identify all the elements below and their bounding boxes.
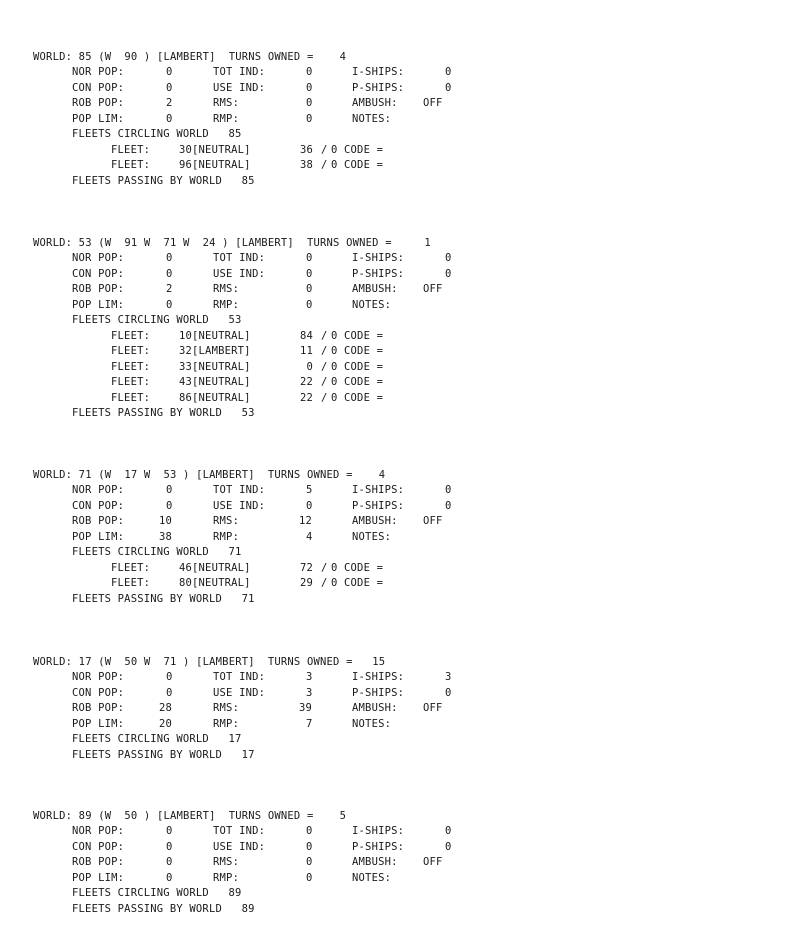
rob-pop-value: 10 xyxy=(159,515,173,527)
ambush-value: OFF xyxy=(423,856,443,868)
fleet-slash: / xyxy=(321,360,328,373)
fleets-circling-heading xyxy=(72,313,431,329)
stat-row xyxy=(33,65,452,81)
world-number: 89 xyxy=(78,810,92,822)
fleets-circling-heading xyxy=(72,732,385,748)
fleet-id: 86 xyxy=(178,391,192,404)
p-ships-value: 0 xyxy=(445,840,452,853)
rms-value: 39 xyxy=(299,702,313,714)
rob-pop-value: 2 xyxy=(166,97,173,109)
stat-row xyxy=(33,871,392,887)
world-block xyxy=(33,808,452,917)
fleet-owner: [NEUTRAL] xyxy=(192,329,251,342)
ambush-label: AMBUSH: xyxy=(352,856,398,868)
fleets-passing-heading xyxy=(72,748,385,764)
fleet-row xyxy=(33,143,384,159)
con-pop-value: 0 xyxy=(166,840,173,853)
turns-owned-value: 5 xyxy=(339,810,347,822)
fleets-circling-heading xyxy=(72,886,346,902)
use-ind-label: USE IND: xyxy=(213,840,266,853)
fleets-circling-label: FLEETS CIRCLING WORLD xyxy=(72,733,209,745)
i-ships-label: I-SHIPS: xyxy=(352,825,405,837)
fleets-circling-world-number: 17 xyxy=(228,733,242,745)
turns-owned-label: TURNS OWNED = xyxy=(267,469,353,481)
world-header xyxy=(33,235,431,251)
stat-row xyxy=(33,483,452,499)
stat-row xyxy=(33,670,452,686)
fleet-code-label: CODE = xyxy=(344,159,384,171)
rob-pop-label: ROB POP: xyxy=(72,515,125,527)
fleet-ships: 36 xyxy=(299,143,313,156)
ambush-label: AMBUSH: xyxy=(352,283,398,295)
rob-pop-label: ROB POP: xyxy=(72,702,125,714)
fleet-slash: / xyxy=(321,577,328,589)
stat-row xyxy=(33,855,443,871)
nor-pop-value: 0 xyxy=(166,252,173,264)
fleets-circling-label: FLEETS CIRCLING WORLD xyxy=(72,546,209,558)
notes-label: NOTES: xyxy=(352,112,392,125)
rmp-label: RMP: xyxy=(213,530,240,543)
tot-ind-value: 3 xyxy=(306,671,313,683)
fleets-passing-world-number: 53 xyxy=(241,407,255,419)
world-header xyxy=(33,467,385,483)
fleet-slash: / xyxy=(321,391,328,404)
use-ind-value: 0 xyxy=(306,499,313,512)
use-ind-value: 0 xyxy=(306,840,313,853)
stat-row xyxy=(33,499,452,515)
fleets-circling-world-number: 53 xyxy=(228,314,242,326)
fleet-row xyxy=(33,391,431,407)
world-block xyxy=(33,235,452,422)
stat-row xyxy=(33,701,443,717)
fleets-passing-label: FLEETS PASSING BY WORLD xyxy=(72,592,222,605)
fleet-cargo: 0 xyxy=(331,391,338,404)
fleets-passing-label: FLEETS PASSING BY WORLD xyxy=(72,748,222,761)
i-ships-label: I-SHIPS: xyxy=(352,66,405,78)
stat-row xyxy=(33,840,452,856)
fleet-id: 46 xyxy=(178,561,192,574)
use-ind-label: USE IND: xyxy=(213,499,266,512)
turns-owned-value: 4 xyxy=(339,51,347,63)
rmp-label: RMP: xyxy=(213,871,240,884)
fleet-owner: [NEUTRAL] xyxy=(192,159,251,171)
tot-ind-label: TOT IND: xyxy=(213,671,266,683)
ambush-value: OFF xyxy=(423,702,443,714)
ambush-label: AMBUSH: xyxy=(352,702,398,714)
fleets-circling-heading xyxy=(72,545,385,561)
fleet-row xyxy=(33,344,431,360)
world-owner: [LAMBERT] xyxy=(156,51,216,63)
fleet-label: FLEET: xyxy=(111,577,151,589)
fleet-ships: 11 xyxy=(299,345,313,357)
fleet-code-label: CODE = xyxy=(344,143,384,156)
fleet-id: 33 xyxy=(178,360,192,373)
stat-row xyxy=(33,686,452,702)
fleet-row xyxy=(33,576,385,592)
stat-row xyxy=(33,530,392,546)
pop-lim-label: POP LIM: xyxy=(72,112,125,125)
world-number: 85 xyxy=(78,51,92,63)
fleet-id: 80 xyxy=(178,577,192,589)
fleet-row xyxy=(33,561,385,577)
fleet-code-label: CODE = xyxy=(344,345,384,357)
stat-row xyxy=(33,251,452,267)
world-header xyxy=(33,654,385,670)
tot-ind-value: 0 xyxy=(306,252,313,264)
use-ind-label: USE IND: xyxy=(213,267,266,280)
rms-label: RMS: xyxy=(213,283,240,295)
fleet-code-label: CODE = xyxy=(344,329,384,342)
fleets-passing-heading xyxy=(72,592,385,608)
p-ships-label: P-SHIPS: xyxy=(352,840,405,853)
stat-row xyxy=(33,112,392,128)
pop-lim-value: 0 xyxy=(166,112,173,125)
rmp-label: RMP: xyxy=(213,112,240,125)
fleet-owner: [NEUTRAL] xyxy=(192,561,251,574)
world-links: (W 50 W 71 ) xyxy=(98,656,190,668)
fleet-slash: / xyxy=(321,376,328,388)
rms-value: 0 xyxy=(306,283,313,295)
turns-owned-label: TURNS OWNED = xyxy=(306,237,392,249)
fleets-circling-heading xyxy=(72,127,346,143)
fleet-owner: [NEUTRAL] xyxy=(192,391,251,404)
rmp-value: 4 xyxy=(306,530,313,543)
fleet-slash: / xyxy=(321,159,328,171)
world-number: 17 xyxy=(78,656,92,668)
nor-pop-label: NOR POP: xyxy=(72,671,125,683)
con-pop-value: 0 xyxy=(166,686,173,699)
fleets-passing-heading xyxy=(72,902,346,918)
i-ships-value: 0 xyxy=(445,66,452,78)
pop-lim-value: 38 xyxy=(159,530,173,543)
stat-row xyxy=(33,96,443,112)
rms-label: RMS: xyxy=(213,515,240,527)
p-ships-label: P-SHIPS: xyxy=(352,686,405,699)
stat-row xyxy=(33,282,443,298)
rob-pop-value: 2 xyxy=(166,283,173,295)
ambush-label: AMBUSH: xyxy=(352,97,398,109)
nor-pop-value: 0 xyxy=(166,66,173,78)
i-ships-value: 3 xyxy=(445,671,452,683)
p-ships-label: P-SHIPS: xyxy=(352,267,405,280)
rms-value: 0 xyxy=(306,97,313,109)
world-label: WORLD: xyxy=(33,469,73,481)
ambush-value: OFF xyxy=(423,515,443,527)
use-ind-value: 3 xyxy=(306,686,313,699)
world-links: (W 50 ) xyxy=(98,810,151,822)
fleets-circling-world-number: 85 xyxy=(228,128,242,140)
nor-pop-label: NOR POP: xyxy=(72,484,125,496)
fleet-code-label: CODE = xyxy=(344,561,384,574)
fleet-row xyxy=(33,158,384,174)
world-links: (W 90 ) xyxy=(98,51,151,63)
nor-pop-value: 0 xyxy=(166,825,173,837)
fleet-id: 32 xyxy=(178,345,192,357)
fleets-passing-world-number: 17 xyxy=(241,748,255,761)
fleet-id: 96 xyxy=(178,159,192,171)
fleets-passing-heading xyxy=(72,174,346,190)
pop-lim-value: 0 xyxy=(166,871,173,884)
fleet-owner: [NEUTRAL] xyxy=(192,577,251,589)
world-links: (W 91 W 71 W 24 ) xyxy=(98,237,229,249)
fleets-passing-heading xyxy=(72,406,431,422)
world-number: 71 xyxy=(78,469,92,481)
fleets-passing-world-number: 71 xyxy=(241,592,255,605)
notes-label: NOTES: xyxy=(352,298,392,311)
fleet-label: FLEET: xyxy=(111,376,151,388)
tot-ind-value: 0 xyxy=(306,825,313,837)
i-ships-value: 0 xyxy=(445,252,452,264)
rmp-value: 0 xyxy=(306,871,313,884)
world-owner: [LAMBERT] xyxy=(196,469,255,481)
fleet-cargo: 0 xyxy=(331,360,338,373)
fleet-slash: / xyxy=(321,561,328,574)
rmp-value: 7 xyxy=(306,717,313,730)
p-ships-value: 0 xyxy=(445,267,452,280)
pop-lim-label: POP LIM: xyxy=(72,717,125,730)
fleets-passing-label: FLEETS PASSING BY WORLD xyxy=(72,902,222,915)
nor-pop-value: 0 xyxy=(166,671,173,683)
fleet-ships: 84 xyxy=(299,329,313,342)
i-ships-label: I-SHIPS: xyxy=(352,671,405,683)
fleet-ships: 72 xyxy=(299,561,313,574)
nor-pop-label: NOR POP: xyxy=(72,252,125,264)
con-pop-label: CON POP: xyxy=(72,267,125,280)
fleets-circling-label: FLEETS CIRCLING WORLD xyxy=(72,128,209,140)
world-block xyxy=(33,654,452,763)
fleet-id: 10 xyxy=(178,329,192,342)
use-ind-label: USE IND: xyxy=(213,81,266,94)
turns-owned-value: 4 xyxy=(378,469,386,481)
pop-lim-label: POP LIM: xyxy=(72,530,125,543)
fleet-row xyxy=(33,360,431,376)
world-header xyxy=(33,49,346,65)
rob-pop-value: 0 xyxy=(166,856,173,868)
nor-pop-label: NOR POP: xyxy=(72,825,125,837)
i-ships-value: 0 xyxy=(445,825,452,837)
rms-label: RMS: xyxy=(213,856,240,868)
i-ships-label: I-SHIPS: xyxy=(352,252,405,264)
fleet-id: 43 xyxy=(178,376,192,388)
fleet-cargo: 0 xyxy=(331,345,338,357)
rmp-label: RMP: xyxy=(213,717,240,730)
world-links: (W 17 W 53 ) xyxy=(98,469,190,481)
fleets-circling-label: FLEETS CIRCLING WORLD xyxy=(72,314,209,326)
tot-ind-label: TOT IND: xyxy=(213,252,266,264)
fleet-ships: 22 xyxy=(299,391,313,404)
pop-lim-value: 0 xyxy=(166,298,173,311)
fleet-label: FLEET: xyxy=(111,159,151,171)
con-pop-label: CON POP: xyxy=(72,499,125,512)
pop-lim-value: 20 xyxy=(159,717,173,730)
world-label: WORLD: xyxy=(33,810,73,822)
use-ind-value: 0 xyxy=(306,81,313,94)
tot-ind-label: TOT IND: xyxy=(213,484,266,496)
stat-row xyxy=(33,298,431,314)
fleet-label: FLEET: xyxy=(111,360,151,373)
rms-value: 0 xyxy=(306,856,313,868)
world-label: WORLD: xyxy=(33,237,73,249)
fleet-label: FLEET: xyxy=(111,391,151,404)
world-header xyxy=(33,808,346,824)
fleet-slash: / xyxy=(321,345,328,357)
con-pop-value: 0 xyxy=(166,267,173,280)
fleet-label: FLEET: xyxy=(111,561,151,574)
p-ships-value: 0 xyxy=(445,499,452,512)
fleet-cargo: 0 xyxy=(331,577,338,589)
fleet-owner: [NEUTRAL] xyxy=(192,360,251,373)
turns-owned-label: TURNS OWNED = xyxy=(267,656,353,668)
ambush-value: OFF xyxy=(423,283,443,295)
stat-row xyxy=(33,717,392,733)
fleet-owner: [NEUTRAL] xyxy=(192,143,251,156)
fleet-ships: 22 xyxy=(299,376,313,388)
fleet-code-label: CODE = xyxy=(344,376,384,388)
fleets-circling-world-number: 89 xyxy=(228,887,242,899)
p-ships-value: 0 xyxy=(445,81,452,94)
world-block xyxy=(33,467,452,607)
fleet-slash: / xyxy=(321,329,328,342)
nor-pop-value: 0 xyxy=(166,484,173,496)
fleet-label: FLEET: xyxy=(111,329,151,342)
fleet-owner: [LAMBERT] xyxy=(192,345,251,357)
p-ships-label: P-SHIPS: xyxy=(352,499,405,512)
fleets-circling-world-number: 71 xyxy=(228,546,242,558)
notes-label: NOTES: xyxy=(352,717,392,730)
fleet-cargo: 0 xyxy=(331,561,338,574)
tot-ind-label: TOT IND: xyxy=(213,66,266,78)
fleet-cargo: 0 xyxy=(331,329,338,342)
world-number: 53 xyxy=(78,237,92,249)
fleet-label: FLEET: xyxy=(111,143,151,156)
turns-owned-label: TURNS OWNED = xyxy=(228,51,314,63)
rms-label: RMS: xyxy=(213,97,240,109)
p-ships-label: P-SHIPS: xyxy=(352,81,405,94)
fleets-passing-world-number: 85 xyxy=(241,174,255,187)
rmp-label: RMP: xyxy=(213,298,240,311)
tot-ind-label: TOT IND: xyxy=(213,825,266,837)
rms-value: 12 xyxy=(299,515,313,527)
rmp-value: 0 xyxy=(306,298,313,311)
world-owner: [LAMBERT] xyxy=(196,656,255,668)
rob-pop-label: ROB POP: xyxy=(72,283,125,295)
fleet-owner: [NEUTRAL] xyxy=(192,376,251,388)
notes-label: NOTES: xyxy=(352,530,392,543)
pop-lim-label: POP LIM: xyxy=(72,298,125,311)
world-owner: [LAMBERT] xyxy=(235,237,294,249)
i-ships-value: 0 xyxy=(445,484,452,496)
fleet-ships: 29 xyxy=(299,577,313,589)
fleet-cargo: 0 xyxy=(331,159,338,171)
pop-lim-label: POP LIM: xyxy=(72,871,125,884)
fleet-label: FLEET: xyxy=(111,345,151,357)
world-label: WORLD: xyxy=(33,51,73,63)
tot-ind-value: 0 xyxy=(306,66,313,78)
stat-row xyxy=(33,514,443,530)
turns-owned-label: TURNS OWNED = xyxy=(228,810,314,822)
fleet-code-label: CODE = xyxy=(344,577,384,589)
world-block xyxy=(33,49,452,189)
fleets-circling-label: FLEETS CIRCLING WORLD xyxy=(72,887,209,899)
con-pop-label: CON POP: xyxy=(72,686,125,699)
con-pop-label: CON POP: xyxy=(72,840,125,853)
con-pop-value: 0 xyxy=(166,499,173,512)
stat-row xyxy=(33,824,452,840)
fleet-code-label: CODE = xyxy=(344,360,384,373)
use-ind-label: USE IND: xyxy=(213,686,266,699)
nor-pop-label: NOR POP: xyxy=(72,66,125,78)
fleet-code-label: CODE = xyxy=(344,391,384,404)
fleets-passing-world-number: 89 xyxy=(241,902,255,915)
fleet-row xyxy=(33,375,431,391)
fleets-passing-label: FLEETS PASSING BY WORLD xyxy=(72,174,222,187)
turns-owned-value: 15 xyxy=(372,656,386,668)
fleet-slash: / xyxy=(321,143,328,156)
notes-label: NOTES: xyxy=(352,871,392,884)
ambush-value: OFF xyxy=(423,97,443,109)
world-label: WORLD: xyxy=(33,656,73,668)
fleet-cargo: 0 xyxy=(331,143,338,156)
rob-pop-value: 28 xyxy=(159,702,173,714)
stat-row xyxy=(33,267,452,283)
fleet-row xyxy=(33,329,431,345)
fleets-passing-label: FLEETS PASSING BY WORLD xyxy=(72,407,222,419)
stat-row xyxy=(33,81,452,97)
fleet-ships: 0 xyxy=(306,360,313,373)
fleet-ships: 38 xyxy=(299,159,313,171)
con-pop-value: 0 xyxy=(166,81,173,94)
rob-pop-label: ROB POP: xyxy=(72,856,125,868)
use-ind-value: 0 xyxy=(306,267,313,280)
turns-owned-value: 1 xyxy=(424,237,431,249)
fleet-cargo: 0 xyxy=(331,376,338,388)
fleet-id: 30 xyxy=(178,143,192,156)
ambush-label: AMBUSH: xyxy=(352,515,398,527)
tot-ind-value: 5 xyxy=(306,484,313,496)
i-ships-label: I-SHIPS: xyxy=(352,484,405,496)
p-ships-value: 0 xyxy=(445,686,452,699)
rms-label: RMS: xyxy=(213,702,240,714)
con-pop-label: CON POP: xyxy=(72,81,125,94)
rmp-value: 0 xyxy=(306,112,313,125)
rob-pop-label: ROB POP: xyxy=(72,97,125,109)
world-owner: [LAMBERT] xyxy=(156,810,216,822)
